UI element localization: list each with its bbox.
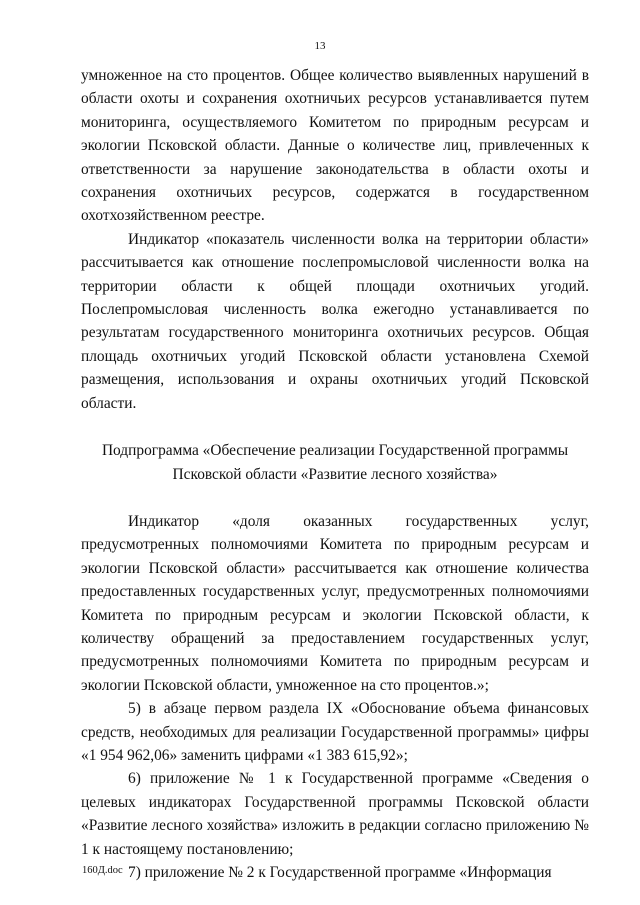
paragraph-item-6: 6) приложение № 1 к Государственной программе «Сведения о целевых индикаторах Государственной программы Псковской области «Развитие лесного хозяйства» изложить в редакции согласно приложению № 1 к настоящему постановлению;: [81, 770, 589, 858]
subprogram-heading: Подпрограмма «Обеспечение реализации Государственной программы Псковской области «Развитие лесного хозяйства»: [101, 442, 569, 483]
paragraph-item-7: 7) приложение № 2 к Государственной программе «Информация: [128, 864, 552, 881]
paragraph-violations: умноженное на сто процентов. Общее количество выявленных нарушений в области охоты и сохранения охотничьих ресурсов устанавливается путем мониторинга, осуществляемого Комитетом по природным ресурсам и экологии Псковской области. Данные о количестве лиц, привлеченных к ответственности за нарушение законодательства в области охоты и сохранения охотничьих ресурсов, содержатся в государственном охотхозяйственном реестре.: [81, 67, 589, 225]
paragraph-services-indicator: Индикатор «доля оказанных государственных услуг, предусмотренных полномочиями Комитета по природным ресурсам и экологии Псковской области» рассчитывается как отношение количества предоставленных государственных услуг, предусмотренных полномочиями Комитета по природным ресурсам и экологии Псковской области, к количеству обращений за предоставлением государственных услуг, предусмотренных полномочиями Комитета по природным ресурсам и экологии Псковской области, умноженное на сто процентов.»;: [81, 512, 589, 694]
paragraph-wolf-indicator: Индикатор «показатель численности волка на территории области» рассчитывается как отношение послепромысловой численности волка на территории области к общей площади охотничьих угодий. Послепромысловая численность волка ежегодно устанавливается по результатам государственного мониторинга охотничьих ресурсов. Общая площадь охотничьих угодий Псковской области установлена Схемой размещения, использования и охраны охотничьих угодий Псковской области.: [81, 230, 589, 412]
document-body: [81, 64, 589, 884]
paragraph-item-5: 5) в абзаце первом раздела IX «Обоснование объема финансовых средств, необходимых для реализации Государственной программы» цифры «1 954 962,06» заменить цифрами «1 383 615,92»;: [81, 700, 589, 764]
page-number: 13: [314, 40, 326, 52]
file-name-footer: 160Д.doc: [82, 865, 123, 876]
